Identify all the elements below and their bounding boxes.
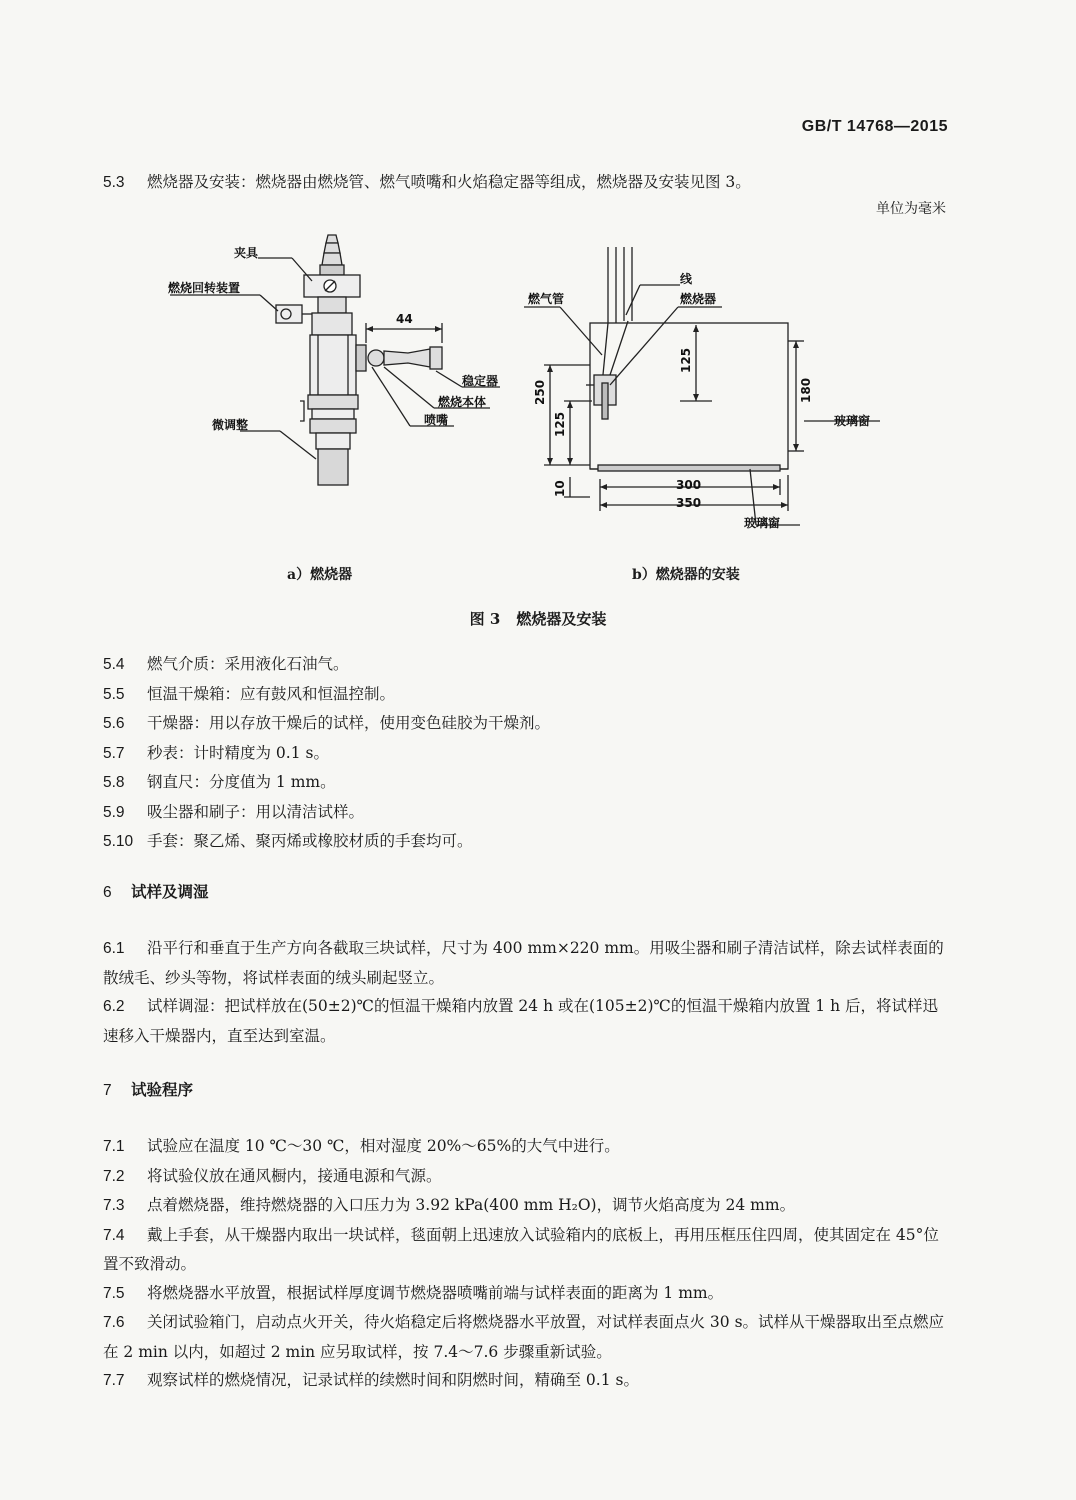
label-rotator: 燃烧回转装置 xyxy=(168,281,241,295)
unit-note: 单位为毫米 xyxy=(876,201,946,217)
clause-text: 试样调湿：把试样放在(50±2)℃的恒温干燥箱内放置 24 h 或在(105±2)℃的恒温干燥箱内放置 1 h 后，将试样迅速移入干燥器内，直至达到室温。 xyxy=(103,997,938,1045)
clause-text: 秒表：计时精度为 0.1 s。 xyxy=(147,743,329,762)
figure-3 xyxy=(140,225,960,575)
clause-number: 7.4 xyxy=(103,1226,125,1244)
label-dim-125-bottom: 125 xyxy=(553,411,567,437)
clause-number: 7.7 xyxy=(103,1372,125,1389)
clause-7-6 xyxy=(103,1308,953,1366)
figure-number: 图 3 xyxy=(469,610,501,628)
section-title: 试样及调湿 xyxy=(131,882,209,901)
label-dim-125-top: 125 xyxy=(679,347,693,373)
label-dim-300: 300 xyxy=(676,478,702,492)
label-glass-window-right: 玻璃窗 xyxy=(834,414,871,428)
subfigure-a-caption: a）燃烧器 xyxy=(287,567,353,583)
clause-7-7 xyxy=(103,1366,953,1396)
clause-text: 试验应在温度 10 ℃～30 ℃，相对湿度 20%～65%的大气中进行。 xyxy=(147,1137,620,1155)
clause-number: 5.10 xyxy=(103,833,134,850)
label-burner: 燃烧器 xyxy=(680,292,717,306)
clause-text: 点着燃烧器，维持燃烧器的入口压力为 3.92 kPa(400 mm H₂O)，调节火焰高度为 24 mm。 xyxy=(147,1196,796,1214)
clause-7-3 xyxy=(103,1191,953,1221)
clause-5-10 xyxy=(103,827,953,857)
clause-5-4 xyxy=(103,650,953,680)
label-fine-adjust: 微调整 xyxy=(212,418,249,432)
label-line: 线 xyxy=(680,272,693,286)
clause-text: 将燃烧器水平放置，根据试样厚度调节燃烧器喷嘴前端与试样表面的距离为 1 mm。 xyxy=(147,1283,724,1302)
clause-6-2 xyxy=(103,992,953,1050)
label-gas-tube: 燃气管 xyxy=(528,292,565,306)
clause-number: 7.2 xyxy=(103,1167,125,1185)
clause-5-9 xyxy=(103,798,953,828)
clause-number: 5.4 xyxy=(103,656,125,673)
clause-number: 5.6 xyxy=(103,715,125,732)
clause-text: 关闭试验箱门，启动点火开关，待火焰稳定后将燃烧器水平放置，对试样表面点火 30 s。试样从干燥器取出至点燃应在 2 min 以内，如超过 2 min 应另取试样，按 7.4～7.6 步骤重新试验。 xyxy=(103,1313,945,1361)
label-stabilizer: 稳定器 xyxy=(462,374,499,388)
clause-number: 5.3 xyxy=(103,174,125,191)
clause-number: 5.8 xyxy=(103,774,125,791)
subfigure-b-caption: b）燃烧器的安装 xyxy=(632,567,740,583)
clause-list-5 xyxy=(103,650,953,857)
clause-number: 7.5 xyxy=(103,1284,125,1302)
section-6-heading xyxy=(103,880,209,902)
clause-5-3 xyxy=(103,168,953,198)
clause-text: 将试验仪放在通风橱内，接通电源和气源。 xyxy=(147,1166,442,1185)
section-number: 7 xyxy=(103,1082,112,1099)
label-dim-44: 44 xyxy=(396,312,413,326)
clause-text: 恒温干燥箱：应有鼓风和恒温控制。 xyxy=(147,684,396,703)
clause-number: 5.7 xyxy=(103,744,125,762)
label-nozzle: 喷嘴 xyxy=(424,413,449,427)
clause-5-5 xyxy=(103,680,953,710)
clause-text: 吸尘器和刷子：用以清洁试样。 xyxy=(147,802,365,821)
clause-number: 7.1 xyxy=(103,1138,125,1155)
section-7-heading xyxy=(103,1078,193,1100)
clause-7-4 xyxy=(103,1221,953,1279)
clause-5-8 xyxy=(103,768,953,798)
label-dim-250: 250 xyxy=(533,379,547,405)
clause-text: 干燥器：用以存放干燥后的试样，使用变色硅胶为干燥剂。 xyxy=(147,714,551,732)
clause-6-1 xyxy=(103,934,953,992)
standard-code: GB/T 14768—2015 xyxy=(801,118,948,135)
label-body: 燃烧本体 xyxy=(438,395,487,409)
label-glass-window-bottom: 玻璃窗 xyxy=(744,516,781,530)
clause-number: 5.5 xyxy=(103,685,125,703)
clause-number: 7.6 xyxy=(103,1314,125,1331)
clause-text: 戴上手套，从干燥器内取出一块试样，毯面朝上迅速放入试验箱内的底板上，再用压框压住四周，使其固定在 45°位置不致滑动。 xyxy=(103,1225,939,1273)
clause-text: 观察试样的燃烧情况，记录试样的续燃时间和阴燃时间，精确至 0.1 s。 xyxy=(147,1371,639,1389)
clause-7-2 xyxy=(103,1162,953,1192)
clause-7-1 xyxy=(103,1132,953,1162)
clause-text: 钢直尺：分度值为 1 mm。 xyxy=(147,773,336,791)
clause-number: 5.9 xyxy=(103,803,125,821)
label-clamp: 夹具 xyxy=(234,246,259,260)
clause-5-7 xyxy=(103,739,953,769)
clause-number: 7.3 xyxy=(103,1197,125,1214)
section-number: 6 xyxy=(103,884,112,901)
label-dim-10: 10 xyxy=(553,480,567,497)
section-6-body xyxy=(103,934,953,1050)
clause-number: 6.2 xyxy=(103,998,125,1015)
clause-text: 燃气介质：采用液化石油气。 xyxy=(147,655,349,673)
clause-text: 手套：聚乙烯、聚丙烯或橡胶材质的手套均可。 xyxy=(147,832,473,850)
clause-7-5 xyxy=(103,1279,953,1309)
clause-text: 沿平行和垂直于生产方向各截取三块试样，尺寸为 400 mm×220 mm。用吸尘器和刷子清洁试样，除去试样表面的散绒毛、纱头等物，将试样表面的绒头刷起竖立。 xyxy=(103,939,944,987)
clause-5-6 xyxy=(103,709,953,739)
clause-text: 燃烧器及安装：燃烧器由燃烧管、燃气喷嘴和火焰稳定器等组成，燃烧器及安装见图 3。 xyxy=(147,173,751,191)
label-dim-350: 350 xyxy=(676,496,702,510)
section-title: 试验程序 xyxy=(131,1080,194,1099)
figure-3-drawing xyxy=(140,225,960,575)
section-7-body xyxy=(103,1132,953,1396)
clause-number: 6.1 xyxy=(103,940,125,957)
figure-title: 燃烧器及安装 xyxy=(516,610,607,628)
label-dim-180: 180 xyxy=(799,377,813,403)
figure-caption xyxy=(0,608,1076,629)
